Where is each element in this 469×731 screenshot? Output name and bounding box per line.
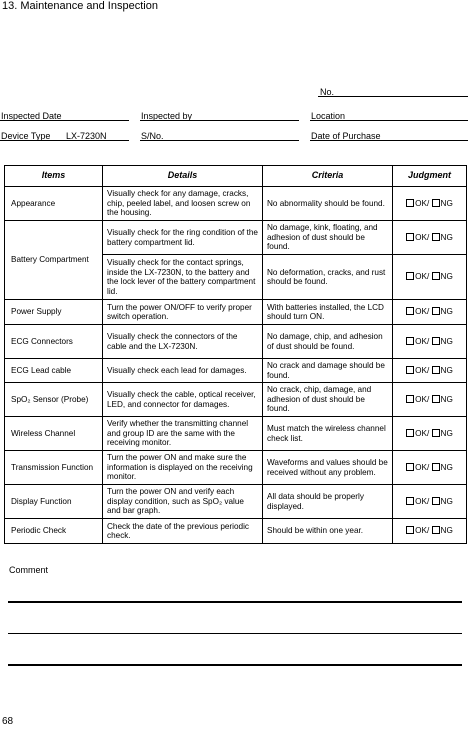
- ok-checkbox[interactable]: [406, 307, 414, 315]
- date-of-purchase-label: Date of Purchase: [311, 131, 381, 141]
- row-details: Visually check for any damage, cracks, chip, peeled label, and loosen screw on the housing.: [103, 187, 263, 221]
- ok-checkbox[interactable]: [406, 366, 414, 374]
- row-criteria: Waveforms and values should be received without any problem.: [263, 451, 393, 485]
- ng-checkbox[interactable]: [432, 337, 440, 345]
- row-item: SpO₂ Sensor (Probe): [5, 383, 103, 417]
- ng-label: NG: [440, 428, 453, 438]
- ok-checkbox[interactable]: [406, 199, 414, 207]
- ng-checkbox[interactable]: [432, 307, 440, 315]
- table-row: [5, 325, 467, 359]
- row-judgment: [393, 383, 467, 417]
- row-judgment: [393, 359, 467, 383]
- page-header: 13. Maintenance and Inspection: [2, 0, 158, 12]
- table-row: [5, 519, 467, 544]
- ng-checkbox[interactable]: [432, 366, 440, 374]
- ok-label: OK/: [415, 526, 430, 536]
- ng-checkbox[interactable]: [432, 526, 440, 534]
- row-judgment: [393, 255, 467, 300]
- ng-label: NG: [440, 526, 453, 536]
- ok-checkbox[interactable]: [406, 497, 414, 505]
- row-criteria: No crack and damage should be found.: [263, 359, 393, 383]
- table-row: [5, 359, 467, 383]
- row-details: Verify whether the transmitting channel and group ID are the same with the receiving monitor.: [103, 417, 263, 451]
- ok-checkbox[interactable]: [406, 463, 414, 471]
- ng-checkbox[interactable]: [432, 497, 440, 505]
- inspected-by-field-line[interactable]: [140, 120, 299, 121]
- ok-label: OK/: [415, 336, 430, 346]
- row-criteria: No damage, kink, floating, and adhesion of dust should be found.: [263, 221, 393, 255]
- ok-label: OK/: [415, 496, 430, 506]
- device-type-value: LX-7230N: [66, 131, 107, 141]
- ng-checkbox[interactable]: [432, 233, 440, 241]
- location-label: Location: [311, 111, 346, 121]
- ng-label: NG: [440, 232, 453, 242]
- row-item: Battery Compartment: [5, 221, 103, 300]
- table-row: [5, 417, 467, 451]
- no-label: No.: [320, 87, 335, 97]
- row-details: Visually check for the ring condition of the battery compartment lid.: [103, 221, 263, 255]
- table-row: [5, 485, 467, 519]
- ok-checkbox[interactable]: [406, 429, 414, 437]
- row-item: Appearance: [5, 187, 103, 221]
- row-item: Power Supply: [5, 300, 103, 325]
- date-of-purchase-field-line[interactable]: [310, 140, 468, 141]
- row-judgment: [393, 187, 467, 221]
- serial-number-field-line[interactable]: [140, 140, 299, 141]
- header-judgment: Judgment: [393, 166, 467, 187]
- comment-line-2[interactable]: [8, 633, 462, 634]
- ok-label: OK/: [415, 307, 430, 317]
- comment-label: Comment: [9, 565, 49, 575]
- device-type-label: Device Type: [1, 131, 51, 141]
- serial-number-label: S/No.: [141, 131, 164, 141]
- inspection-table: [4, 165, 467, 544]
- row-item: Display Function: [5, 485, 103, 519]
- row-judgment: [393, 485, 467, 519]
- row-judgment: [393, 451, 467, 485]
- table-row: [5, 221, 467, 255]
- ng-label: NG: [440, 272, 453, 282]
- inspected-date-field-line[interactable]: [0, 120, 129, 121]
- row-details: Visually check for the contact springs, inside the LX-7230N, to the battery and the lock lever of the battery compartment lid.: [103, 255, 263, 300]
- ng-checkbox[interactable]: [432, 395, 440, 403]
- row-details: Turn the power ON and verify each display condition, such as SpO₂ value and bar graph.: [103, 485, 263, 519]
- ng-label: NG: [440, 365, 453, 375]
- ng-checkbox[interactable]: [432, 272, 440, 280]
- row-details: Turn the power ON/OFF to verify proper switch operation.: [103, 300, 263, 325]
- ok-label: OK/: [415, 365, 430, 375]
- row-details: Visually check each lead for damages.: [103, 359, 263, 383]
- table-row: [5, 187, 467, 221]
- row-details: Turn the power ON and make sure the information is displayed on the receiving monitor.: [103, 451, 263, 485]
- row-criteria: No abnormality should be found.: [263, 187, 393, 221]
- row-criteria: Must match the wireless channel check list.: [263, 417, 393, 451]
- row-criteria: No crack, chip, damage, and adhesion of dust should be found.: [263, 383, 393, 417]
- row-criteria: With batteries installed, the LCD should turn ON.: [263, 300, 393, 325]
- ok-label: OK/: [415, 428, 430, 438]
- row-item: ECG Lead cable: [5, 359, 103, 383]
- row-judgment: [393, 325, 467, 359]
- row-item: ECG Connectors: [5, 325, 103, 359]
- table-row: [5, 451, 467, 485]
- ng-checkbox[interactable]: [432, 463, 440, 471]
- header-details: Details: [103, 166, 263, 187]
- row-item: Transmission Function: [5, 451, 103, 485]
- inspected-by-label: Inspected by: [141, 111, 193, 121]
- inspected-date-label: Inspected Date: [1, 111, 62, 121]
- row-details: Check the date of the previous periodic check.: [103, 519, 263, 544]
- ok-checkbox[interactable]: [406, 526, 414, 534]
- ng-checkbox[interactable]: [432, 199, 440, 207]
- row-judgment: [393, 300, 467, 325]
- table-header-row: [5, 166, 467, 187]
- comment-line-3[interactable]: [8, 664, 462, 666]
- ok-checkbox[interactable]: [406, 337, 414, 345]
- table-row: [5, 300, 467, 325]
- row-criteria: No damage, chip, and adhesion of dust should be found.: [263, 325, 393, 359]
- location-field-line[interactable]: [310, 120, 468, 121]
- ng-label: NG: [440, 198, 453, 208]
- ok-label: OK/: [415, 272, 430, 282]
- ng-label: NG: [440, 307, 453, 317]
- header-criteria: Criteria: [263, 166, 393, 187]
- no-field-line[interactable]: [318, 96, 468, 97]
- ok-checkbox[interactable]: [406, 233, 414, 241]
- ng-label: NG: [440, 496, 453, 506]
- ok-checkbox[interactable]: [406, 272, 414, 280]
- row-details: Visually check the cable, optical receiver, LED, and connector for damages.: [103, 383, 263, 417]
- row-criteria: No deformation, cracks, and rust should be found.: [263, 255, 393, 300]
- row-judgment: [393, 221, 467, 255]
- device-type-field-line: [0, 140, 129, 141]
- header-items: Items: [5, 166, 103, 187]
- ng-label: NG: [440, 462, 453, 472]
- comment-line-1[interactable]: [8, 601, 462, 603]
- row-details: Visually check the connectors of the cable and the LX-7230N.: [103, 325, 263, 359]
- ng-label: NG: [440, 394, 453, 404]
- ng-checkbox[interactable]: [432, 429, 440, 437]
- row-judgment: [393, 417, 467, 451]
- ng-label: NG: [440, 336, 453, 346]
- page-number: 68: [2, 716, 14, 727]
- ok-checkbox[interactable]: [406, 395, 414, 403]
- row-judgment: [393, 519, 467, 544]
- row-criteria: All data should be properly displayed.: [263, 485, 393, 519]
- row-item: Periodic Check: [5, 519, 103, 544]
- ok-label: OK/: [415, 394, 430, 404]
- ok-label: OK/: [415, 198, 430, 208]
- table-row: [5, 383, 467, 417]
- ok-label: OK/: [415, 232, 430, 242]
- row-criteria: Should be within one year.: [263, 519, 393, 544]
- row-item: Wireless Channel: [5, 417, 103, 451]
- ok-label: OK/: [415, 462, 430, 472]
